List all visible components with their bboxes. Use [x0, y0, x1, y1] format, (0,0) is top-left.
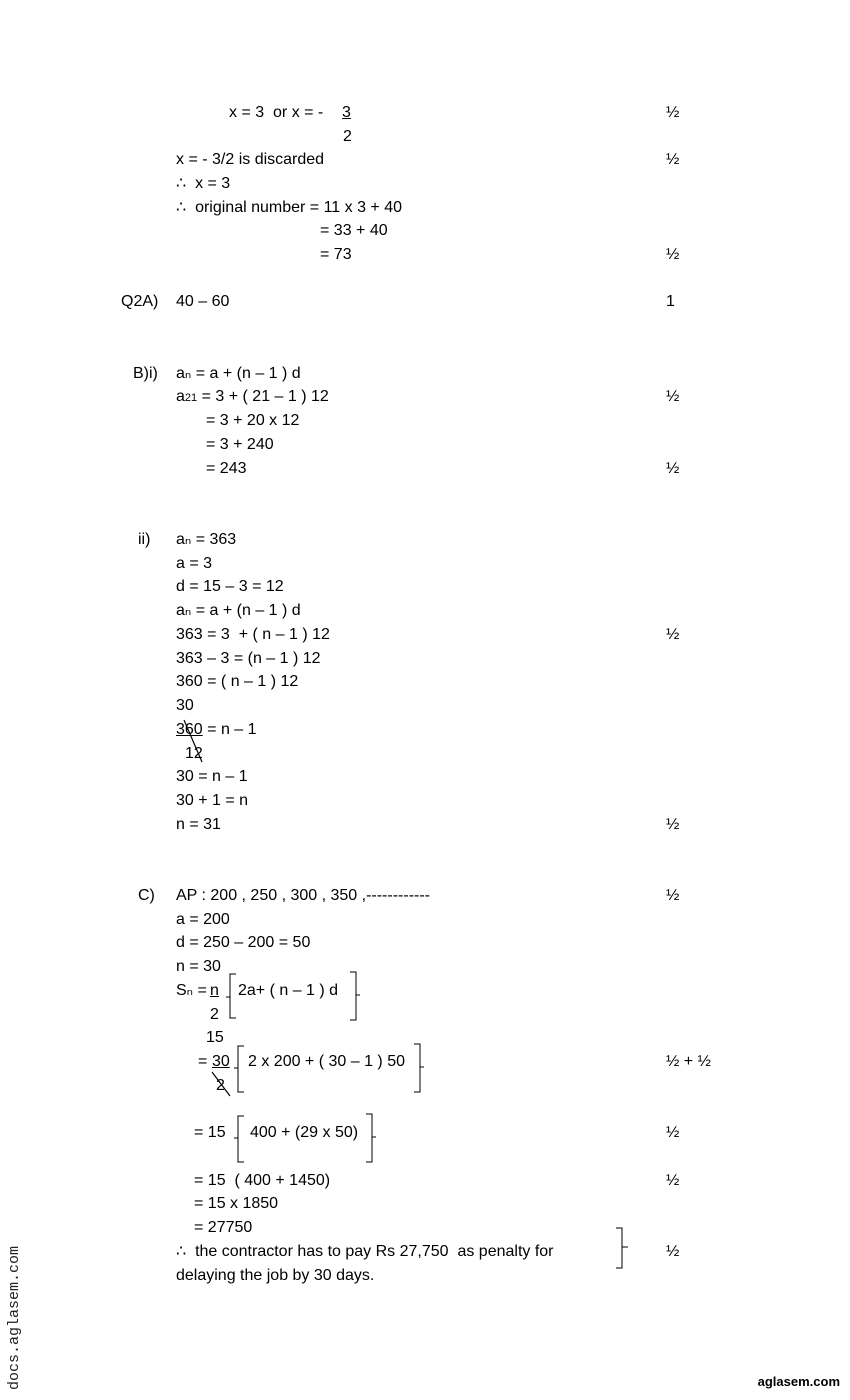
- eq-step: 360 = n – 1: [176, 721, 257, 738]
- fraction-numerator: n: [210, 982, 219, 999]
- fraction-numerator: 30: [212, 1053, 230, 1070]
- eq-x-roots: x = 3 or x = -: [229, 104, 324, 121]
- eq-step: d = 15 – 3 = 12: [176, 578, 284, 595]
- mark: 1: [666, 293, 675, 310]
- eq-step: 363 – 3 = (n – 1 ) 12: [176, 650, 321, 667]
- eq-formula: aₙ = a + (n – 1 ) d: [176, 602, 301, 619]
- mark: ½: [666, 1172, 680, 1189]
- eq-step: = 3 + 240: [206, 436, 274, 453]
- eq-step: =: [198, 1053, 212, 1070]
- eq-step: = 27750: [194, 1219, 253, 1236]
- eq-step: = 243: [206, 460, 247, 477]
- eq-step: aₙ = 363: [176, 531, 237, 548]
- fraction-denominator: 2: [343, 128, 352, 145]
- brace-icon: [612, 1226, 636, 1272]
- mark: ½: [666, 1124, 680, 1141]
- eq-step: 360 = ( n – 1 ) 12: [176, 673, 299, 690]
- mark: ½: [666, 151, 680, 168]
- conclusion-line: ∴ the contractor has to pay Rs 27,750 as penalty for: [176, 1243, 554, 1260]
- eq-step: 2 x 200 + ( 30 – 1 ) 50: [248, 1053, 405, 1070]
- eq-step: a = 3: [176, 555, 213, 572]
- eq-original-number: ∴ original number = 11 x 3 + 40: [176, 199, 403, 216]
- eq-step: 30 = n – 1: [176, 768, 248, 785]
- eq-step: = 3 + 20 x 12: [206, 412, 300, 429]
- eq-cancel-note: 30: [176, 697, 194, 714]
- eq-step: = 33 + 40: [320, 222, 388, 239]
- eq-step: 30 + 1 = n: [176, 792, 249, 809]
- cancel-result: 15: [206, 1029, 224, 1046]
- eq-sum-formula-rhs: 2a+ ( n – 1 ) d: [238, 982, 339, 999]
- eq-step: n = 31: [176, 816, 221, 833]
- mark: ½ + ½: [666, 1053, 711, 1070]
- eq-step: = 15 x 1850: [194, 1195, 279, 1212]
- mark: ½: [666, 104, 680, 121]
- eq-x-value: ∴ x = 3: [176, 175, 231, 192]
- eq-step: = 15 ( 400 + 1450): [194, 1172, 331, 1189]
- footer-brand: aglasem.com: [757, 1374, 840, 1389]
- mark: ½: [666, 388, 680, 405]
- fraction-denominator: 2: [216, 1077, 225, 1094]
- mark: ½: [666, 816, 680, 833]
- question-label: Q2A): [121, 293, 159, 310]
- mark: ½: [666, 460, 680, 477]
- conclusion-line: delaying the job by 30 days.: [176, 1267, 375, 1284]
- eq-step: = 73: [320, 246, 352, 263]
- eq-ap: AP : 200 , 250 , 300 , 350 ,------------: [176, 887, 431, 904]
- fraction-numerator: 3: [342, 104, 351, 121]
- question-label: B)i): [133, 365, 158, 382]
- eq-step: n = 30: [176, 958, 221, 975]
- eq-formula: aₙ = a + (n – 1 ) d: [176, 365, 301, 382]
- eq-step: 400 + (29 x 50): [250, 1124, 359, 1141]
- eq-step: a = 200: [176, 911, 230, 928]
- question-label: C): [138, 887, 155, 904]
- mark: ½: [666, 626, 680, 643]
- fraction-denominator: 12: [185, 745, 203, 762]
- fraction-denominator: 2: [210, 1006, 219, 1023]
- eq-step: = 15: [194, 1124, 226, 1141]
- eq-a21: a21 = 3 + ( 21 – 1 ) 12: [176, 388, 329, 405]
- side-watermark: docs.aglasem.com: [6, 1245, 23, 1390]
- question-label: ii): [138, 531, 151, 548]
- eq-step: d = 250 – 200 = 50: [176, 934, 311, 951]
- mark: ½: [666, 246, 680, 263]
- eq-step: 363 = 3 + ( n – 1 ) 12: [176, 626, 330, 643]
- answer-text: 40 – 60: [176, 293, 230, 310]
- mark: ½: [666, 1243, 680, 1260]
- eq-discard: x = - 3/2 is discarded: [176, 151, 325, 168]
- eq-sum-formula-lhs: Sₙ =: [176, 982, 212, 999]
- mark: ½: [666, 887, 680, 904]
- cancel-stroke-icon: [180, 716, 210, 766]
